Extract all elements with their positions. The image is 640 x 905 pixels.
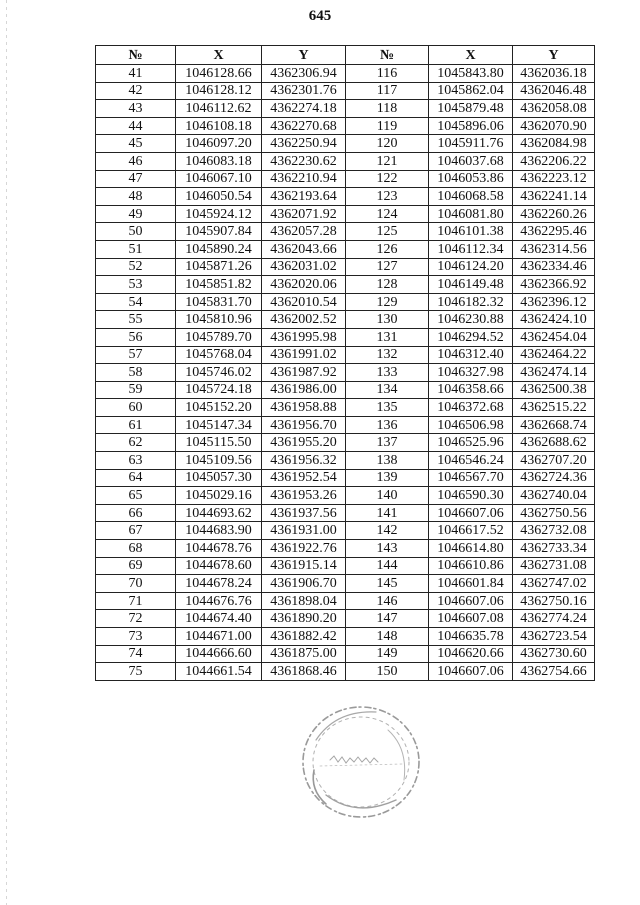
cell-x: 1046097.20 [176,135,262,153]
cell-y: 4361952.54 [262,469,346,487]
cell-x-2: 1046124.20 [429,258,513,276]
cell-number: 70 [96,575,176,593]
cell-number: 53 [96,276,176,294]
cell-y-2: 4362732.08 [513,522,595,540]
cell-y: 4361987.92 [262,364,346,382]
cell-y: 4362010.54 [262,293,346,311]
cell-number-2: 133 [346,364,429,382]
table-row [96,293,595,311]
cell-y-2: 4362396.12 [513,293,595,311]
cell-y: 4362306.94 [262,65,346,83]
cell-x-2: 1046312.40 [429,346,513,364]
table-row [96,592,595,610]
table-row [96,628,595,646]
table-row [96,65,595,83]
cell-y-2: 4362723.54 [513,628,595,646]
cell-x: 1045810.96 [176,311,262,329]
cell-y-2: 4362730.60 [513,645,595,663]
cell-x: 1044678.60 [176,557,262,575]
cell-y: 4362210.94 [262,170,346,188]
cell-y-2: 4362733.34 [513,540,595,558]
cell-number-2: 143 [346,540,429,558]
cell-number-2: 131 [346,328,429,346]
cell-x: 1045152.20 [176,399,262,417]
cell-x-2: 1045879.48 [429,100,513,118]
cell-y-2: 4362747.02 [513,575,595,593]
cell-number-2: 146 [346,592,429,610]
cell-y: 4362301.76 [262,82,346,100]
table-row [96,452,595,470]
cell-y-2: 4362724.36 [513,469,595,487]
cell-y: 4361890.20 [262,610,346,628]
cell-x-2: 1045862.04 [429,82,513,100]
cell-x-2: 1046610.86 [429,557,513,575]
cell-y: 4361986.00 [262,381,346,399]
cell-y: 4361898.04 [262,592,346,610]
cell-x-2: 1046617.52 [429,522,513,540]
cell-y: 4362057.28 [262,223,346,241]
cell-y: 4362230.62 [262,152,346,170]
cell-y-2: 4362750.56 [513,504,595,522]
cell-x-2: 1046081.80 [429,205,513,223]
cell-x-2: 1046372.68 [429,399,513,417]
cell-y-2: 4362424.10 [513,311,595,329]
cell-y: 4362270.68 [262,117,346,135]
cell-y-2: 4362241.14 [513,188,595,206]
table-row [96,645,595,663]
cell-y: 4361958.88 [262,399,346,417]
cell-y-2: 4362740.04 [513,487,595,505]
cell-x: 1044676.76 [176,592,262,610]
cell-number-2: 125 [346,223,429,241]
cell-y-2: 4362084.98 [513,135,595,153]
cell-x: 1044671.00 [176,628,262,646]
cell-number-2: 142 [346,522,429,540]
header-x-2: X [429,46,513,65]
table-row [96,205,595,223]
cell-number: 61 [96,416,176,434]
table-row [96,223,595,241]
table-row [96,346,595,364]
cell-number-2: 145 [346,575,429,593]
cell-x-2: 1046230.88 [429,311,513,329]
cell-number-2: 123 [346,188,429,206]
cell-y: 4361995.98 [262,328,346,346]
cell-number-2: 120 [346,135,429,153]
cell-number-2: 134 [346,381,429,399]
cell-y-2: 4362731.08 [513,557,595,575]
cell-y-2: 4362314.56 [513,240,595,258]
header-y: Y [262,46,346,65]
cell-number: 75 [96,663,176,681]
table-row [96,522,595,540]
cell-number: 74 [96,645,176,663]
table-row [96,364,595,382]
cell-number: 64 [96,469,176,487]
cell-x: 1045724.18 [176,381,262,399]
cell-y: 4362002.52 [262,311,346,329]
cell-x-2: 1046112.34 [429,240,513,258]
table-row [96,152,595,170]
table-row [96,610,595,628]
cell-x: 1044661.54 [176,663,262,681]
cell-number: 62 [96,434,176,452]
table-row [96,540,595,558]
cell-x: 1044674.40 [176,610,262,628]
cell-number-2: 137 [346,434,429,452]
cell-x-2: 1046607.06 [429,663,513,681]
cell-number: 51 [96,240,176,258]
cell-x-2: 1046567.70 [429,469,513,487]
cell-y: 4361953.26 [262,487,346,505]
cell-number: 59 [96,381,176,399]
cell-y-2: 4362688.62 [513,434,595,452]
cell-number: 44 [96,117,176,135]
cell-number-2: 116 [346,65,429,83]
cell-x-2: 1046327.98 [429,364,513,382]
cell-y-2: 4362754.66 [513,663,595,681]
cell-y-2: 4362774.24 [513,610,595,628]
cell-y: 4362020.06 [262,276,346,294]
cell-number-2: 117 [346,82,429,100]
cell-number: 65 [96,487,176,505]
cell-y: 4361955.20 [262,434,346,452]
cell-number: 42 [96,82,176,100]
cell-y: 4361956.70 [262,416,346,434]
cell-number-2: 140 [346,487,429,505]
cell-x-2: 1046053.86 [429,170,513,188]
cell-x: 1045029.16 [176,487,262,505]
cell-y-2: 4362070.90 [513,117,595,135]
cell-y: 4361875.00 [262,645,346,663]
cell-x: 1046128.12 [176,82,262,100]
cell-x: 1045147.34 [176,416,262,434]
cell-number: 71 [96,592,176,610]
table-row [96,575,595,593]
cell-y-2: 4362046.48 [513,82,595,100]
cell-number: 63 [96,452,176,470]
cell-x: 1045890.24 [176,240,262,258]
table-row [96,170,595,188]
cell-x: 1045789.70 [176,328,262,346]
cell-y-2: 4362474.14 [513,364,595,382]
cell-x-2: 1046601.84 [429,575,513,593]
table-row [96,381,595,399]
cell-x: 1045907.84 [176,223,262,241]
cell-number: 56 [96,328,176,346]
cell-y: 4361868.46 [262,663,346,681]
cell-x: 1045871.26 [176,258,262,276]
cell-number-2: 138 [346,452,429,470]
cell-number: 66 [96,504,176,522]
cell-x-2: 1046294.52 [429,328,513,346]
cell-y-2: 4362260.26 [513,205,595,223]
cell-number-2: 119 [346,117,429,135]
cell-number-2: 144 [346,557,429,575]
cell-y-2: 4362454.04 [513,328,595,346]
cell-y: 4361882.42 [262,628,346,646]
table-row [96,328,595,346]
cell-number-2: 118 [346,100,429,118]
table-row [96,100,595,118]
cell-y: 4361991.02 [262,346,346,364]
table-row [96,311,595,329]
table-row [96,487,595,505]
cell-y: 4362193.64 [262,188,346,206]
cell-x: 1045115.50 [176,434,262,452]
cell-x: 1044666.60 [176,645,262,663]
cell-x: 1045109.56 [176,452,262,470]
header-number-2: № [346,46,429,65]
cell-x-2: 1046525.96 [429,434,513,452]
cell-y: 4361956.32 [262,452,346,470]
cell-x: 1046083.18 [176,152,262,170]
cell-x: 1046050.54 [176,188,262,206]
cell-y-2: 4362036.18 [513,65,595,83]
header-x: X [176,46,262,65]
scan-edge-line [6,0,7,905]
cell-number-2: 139 [346,469,429,487]
cell-number-2: 124 [346,205,429,223]
cell-x-2: 1046546.24 [429,452,513,470]
cell-x: 1046108.18 [176,117,262,135]
cell-y: 4362031.02 [262,258,346,276]
table-row [96,399,595,417]
cell-y: 4361937.56 [262,504,346,522]
cell-number: 50 [96,223,176,241]
cell-number-2: 122 [346,170,429,188]
cell-x-2: 1046614.80 [429,540,513,558]
cell-y-2: 4362206.22 [513,152,595,170]
cell-y: 4361922.76 [262,540,346,558]
cell-number: 52 [96,258,176,276]
cell-y: 4361915.14 [262,557,346,575]
table-row [96,416,595,434]
cell-x: 1045768.04 [176,346,262,364]
cell-y: 4362250.94 [262,135,346,153]
cell-x-2: 1046607.06 [429,592,513,610]
cell-x: 1045746.02 [176,364,262,382]
table-row [96,504,595,522]
cell-y-2: 4362750.16 [513,592,595,610]
cell-x: 1044678.76 [176,540,262,558]
cell-x: 1046128.66 [176,65,262,83]
cell-number-2: 132 [346,346,429,364]
cell-y-2: 4362223.12 [513,170,595,188]
cell-x: 1044693.62 [176,504,262,522]
cell-x: 1044683.90 [176,522,262,540]
cell-y-2: 4362707.20 [513,452,595,470]
cell-x: 1045924.12 [176,205,262,223]
cell-number-2: 147 [346,610,429,628]
table-row [96,240,595,258]
cell-number-2: 121 [346,152,429,170]
cell-number: 48 [96,188,176,206]
cell-number: 68 [96,540,176,558]
cell-y-2: 4362295.46 [513,223,595,241]
cell-x-2: 1046620.66 [429,645,513,663]
cell-number: 45 [96,135,176,153]
cell-number-2: 129 [346,293,429,311]
cell-number: 55 [96,311,176,329]
cell-x-2: 1045911.76 [429,135,513,153]
cell-y: 4362071.92 [262,205,346,223]
cell-number: 54 [96,293,176,311]
cell-x-2: 1046635.78 [429,628,513,646]
cell-x-2: 1046101.38 [429,223,513,241]
cell-number-2: 136 [346,416,429,434]
cell-y: 4362043.66 [262,240,346,258]
cell-number-2: 141 [346,504,429,522]
cell-y-2: 4362464.22 [513,346,595,364]
cell-y-2: 4362366.92 [513,276,595,294]
cell-y-2: 4362515.22 [513,399,595,417]
cell-number: 58 [96,364,176,382]
table-row [96,434,595,452]
cell-x-2: 1046590.30 [429,487,513,505]
cell-number: 60 [96,399,176,417]
page-number: 645 [308,8,332,24]
cell-x-2: 1046358.66 [429,381,513,399]
cell-number-2: 148 [346,628,429,646]
cell-number: 73 [96,628,176,646]
cell-x-2: 1046149.48 [429,276,513,294]
table-row [96,469,595,487]
cell-y-2: 4362058.08 [513,100,595,118]
table-row [96,258,595,276]
cell-x-2: 1046037.68 [429,152,513,170]
cell-number-2: 135 [346,399,429,417]
cell-number: 57 [96,346,176,364]
cell-x: 1046112.62 [176,100,262,118]
cell-y-2: 4362500.38 [513,381,595,399]
cell-x-2: 1046607.06 [429,504,513,522]
cell-number: 47 [96,170,176,188]
cell-x-2: 1046068.58 [429,188,513,206]
table-row [96,276,595,294]
table-row [96,117,595,135]
table-row [96,82,595,100]
table-row [96,188,595,206]
cell-number: 41 [96,65,176,83]
header-number: № [96,46,176,65]
table-row [96,135,595,153]
cell-number-2: 149 [346,645,429,663]
cell-x: 1044678.24 [176,575,262,593]
header-y-2: Y [513,46,595,65]
cell-y: 4361931.00 [262,522,346,540]
cell-number-2: 128 [346,276,429,294]
cell-number: 69 [96,557,176,575]
cell-number-2: 126 [346,240,429,258]
cell-x: 1045851.82 [176,276,262,294]
cell-number: 72 [96,610,176,628]
cell-number-2: 150 [346,663,429,681]
round-seal-stamp [296,700,426,825]
cell-number: 46 [96,152,176,170]
cell-x-2: 1046506.98 [429,416,513,434]
cell-number: 43 [96,100,176,118]
cell-y-2: 4362668.74 [513,416,595,434]
table-body [96,65,595,681]
cell-number: 49 [96,205,176,223]
cell-x: 1046067.10 [176,170,262,188]
coordinates-table [95,45,595,681]
cell-x-2: 1046607.08 [429,610,513,628]
cell-y: 4361906.70 [262,575,346,593]
table-row [96,557,595,575]
cell-x-2: 1045896.06 [429,117,513,135]
cell-number-2: 130 [346,311,429,329]
cell-number: 67 [96,522,176,540]
table-row [96,663,595,681]
cell-x: 1045831.70 [176,293,262,311]
cell-x-2: 1046182.32 [429,293,513,311]
cell-y-2: 4362334.46 [513,258,595,276]
cell-number-2: 127 [346,258,429,276]
cell-x-2: 1045843.80 [429,65,513,83]
table-header-row [96,46,595,65]
cell-x: 1045057.30 [176,469,262,487]
cell-y: 4362274.18 [262,100,346,118]
